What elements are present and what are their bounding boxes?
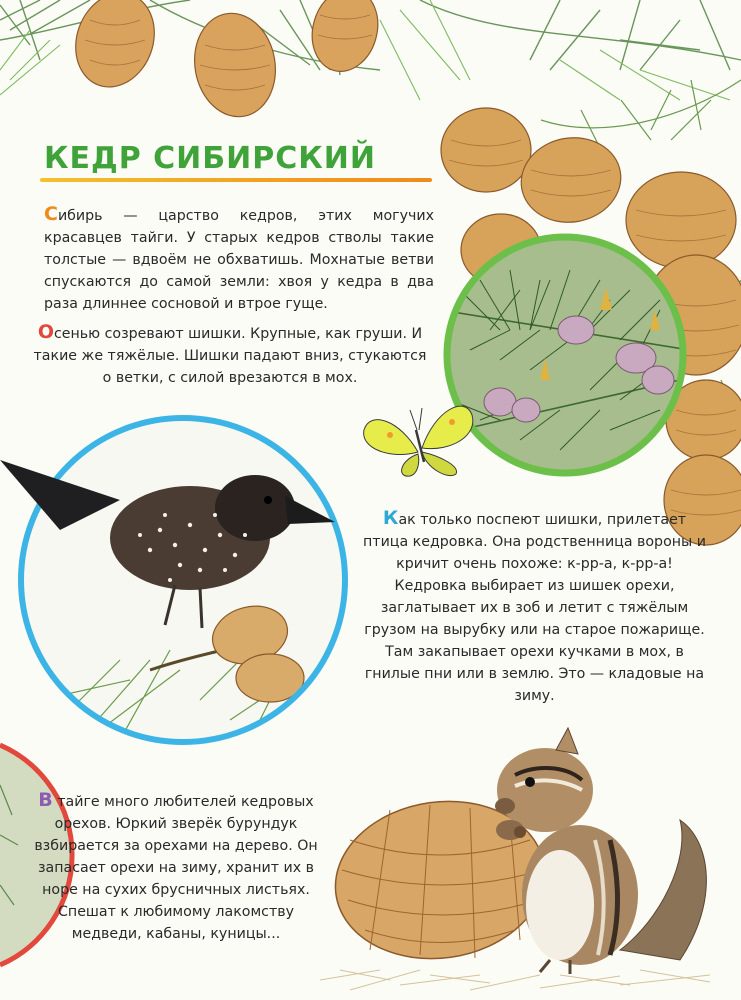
- chipmunk-with-cone-icon: [320, 720, 730, 1000]
- drop-cap-2: О: [37, 321, 54, 343]
- paragraph-autumn: [30, 321, 430, 389]
- paragraph-4-text: тайге много любителей кедровых орехов. Юркий зверёк бурундук взбирается за орехами на дерево. Он запасает орехи на зиму, хранит их в норе на сухих брусничных листьях. Спешат к любимому лакомству медведи, кабаны, куницы...: [34, 794, 318, 942]
- page-title: КЕДР СИБИРСКИЙ: [44, 141, 377, 176]
- butterfly-icon: [360, 390, 480, 480]
- drop-cap-3: К: [382, 507, 399, 529]
- paragraph-3-text: ак только поспеют шишки, прилетает птица кедровка. Она родственница вороны и кричит очень похоже: к-рр-а, к-рр-а! Кедровка выбирает из шишек орехи, заглатывает их в зоб и летит с тяжёлым грузом на вырубку или на старое пожарище. Там закапывает орехи кучками в мох, в гнилые пни или в землю. Это — кладовые на зиму.: [363, 512, 706, 704]
- paragraph-taiga-lovers: [32, 789, 320, 945]
- title-underline: [40, 178, 432, 182]
- paragraph-siberia: [44, 203, 434, 315]
- paragraph-nutcracker: [362, 507, 707, 707]
- nutcracker-bird-circle-icon: [0, 420, 370, 750]
- drop-cap-4: В: [38, 789, 53, 811]
- paragraph-2-text: сенью созревают шишки. Крупные, как груши. И такие же тяжёлые. Шишки падают вниз, стукаются о ветки, с силой врезаются в мох.: [33, 326, 427, 386]
- drop-cap-1: С: [44, 203, 58, 225]
- paragraph-1-text: ибирь — царство кедров, этих могучих красавцев тайги. У старых кедров стволы такие толстые — вдвоём не обхватишь. Мохнатые ветви спускаются до самой земли: хвоя у кедра в два раза длиннее сосновой и втрое гуще.: [44, 208, 434, 312]
